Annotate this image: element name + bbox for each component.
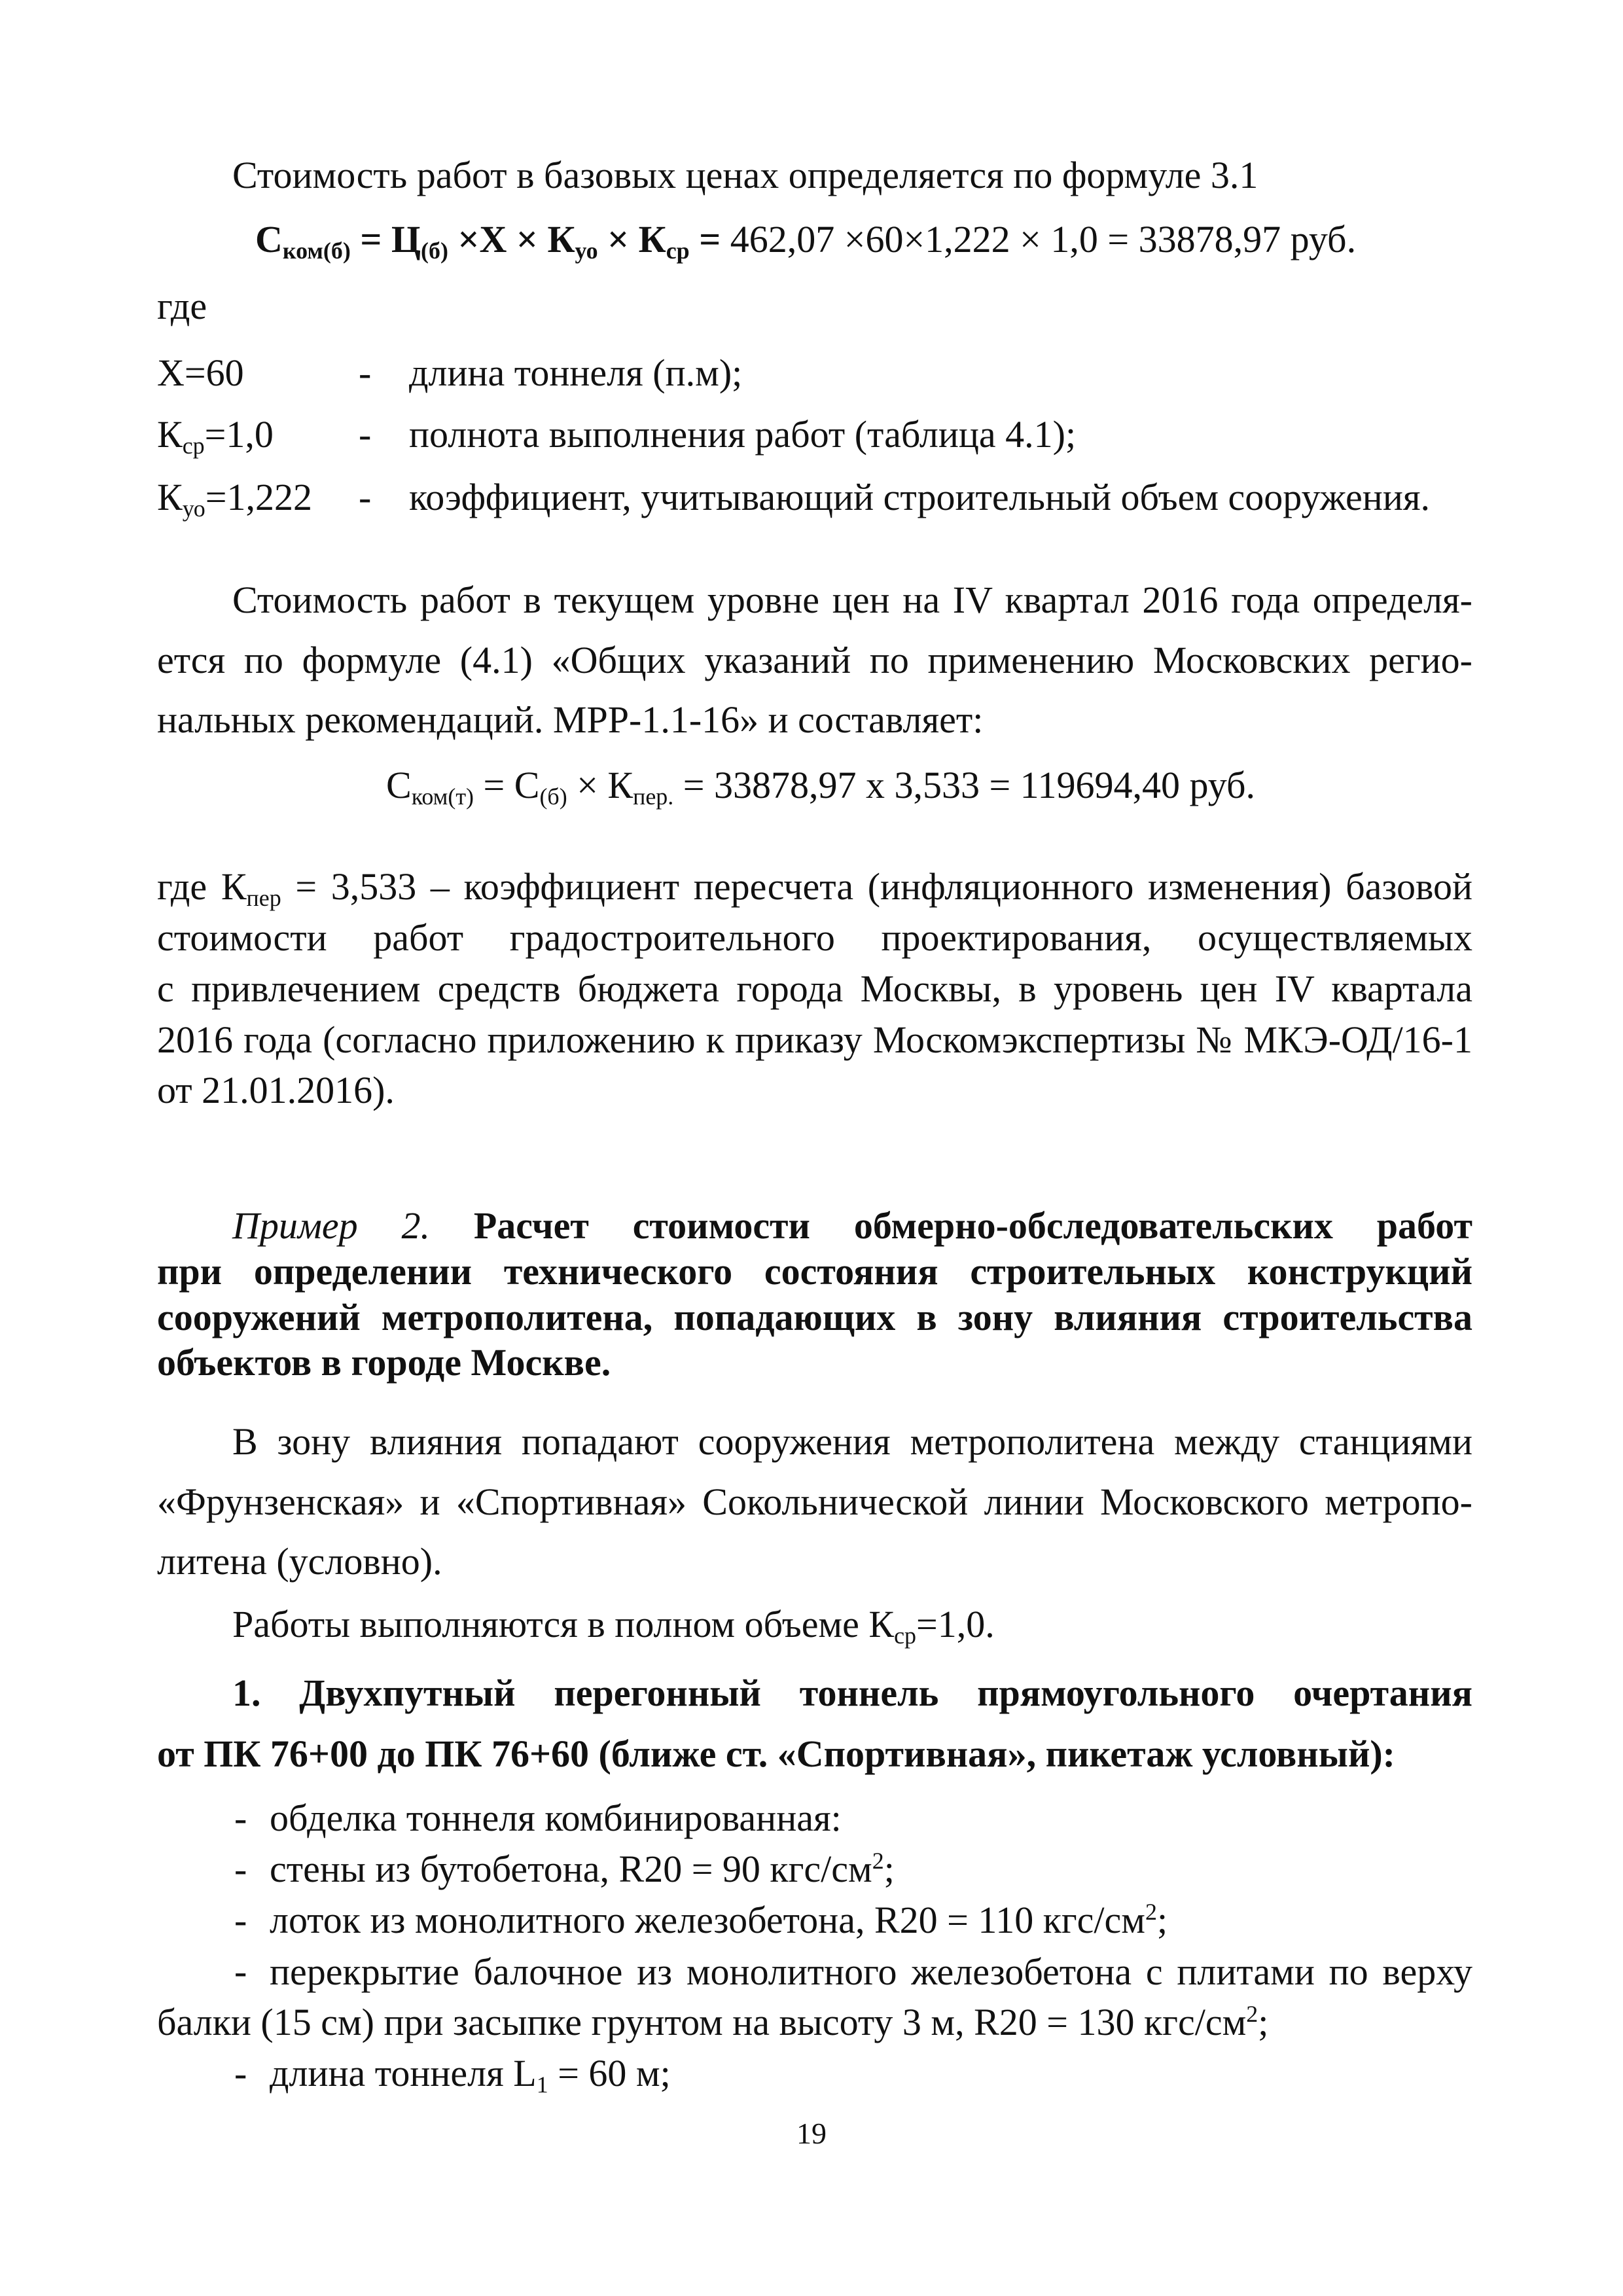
list-dash: - <box>234 1797 247 1839</box>
list-item <box>270 2050 671 2097</box>
definition-subscript: ср <box>182 433 205 459</box>
formula-operator: = <box>689 218 730 260</box>
section-heading-text: от ПК 76+00 до ПК 76+60 (ближе ст. «Спортивная», пикетаж условный): <box>157 1732 1395 1775</box>
definition-symbol: К <box>157 476 183 518</box>
formula-symbol: С <box>255 218 283 260</box>
formula-subscript: пер. <box>633 783 674 810</box>
definition-lhs <box>157 474 312 521</box>
example-heading-text: сооружений метрополитена, попадающих в зону влияния строительства <box>157 1296 1472 1338</box>
formula-operator: = <box>350 218 391 260</box>
formula-current-cost <box>386 762 1255 809</box>
section-heading-text: 1. Двухпутный перегонный тоннель прямоугольного очертания <box>232 1672 1472 1714</box>
paragraph-subscript: пер <box>246 885 281 912</box>
list-dash: - <box>234 2052 247 2094</box>
list-item <box>270 1897 1168 1944</box>
paragraph-text: Работы выполняются в полном объеме К <box>232 1603 895 1645</box>
paragraph-text: от 21.01.2016). <box>157 1069 395 1111</box>
example-heading-text: Расчет стоимости обмерно-обследовательских работ <box>473 1204 1472 1247</box>
list-item-text: ; <box>1156 1899 1168 1941</box>
paragraph-text: = 3,533 – коэффициент пересчета (инфляционного изменения) базовой <box>281 865 1473 908</box>
paragraph-line <box>157 914 1472 962</box>
formula-symbol: Ц <box>391 218 421 260</box>
list-dash: - <box>234 1899 247 1941</box>
list-item <box>270 1846 895 1893</box>
formula-operator: × К <box>567 764 633 806</box>
paragraph-text: литена (условно). <box>157 1540 442 1583</box>
formula-value: 462,07 ×60×1,222 × 1,0 = 33878,97 руб. <box>730 218 1357 260</box>
example-heading-line <box>157 1293 1472 1342</box>
list-item-superscript: 2 <box>1246 2001 1258 2028</box>
section-heading-line <box>232 1669 1472 1717</box>
example-heading-line <box>157 1247 1472 1296</box>
formula-symbol: К <box>547 218 575 260</box>
paragraph-line <box>157 1067 395 1114</box>
where-text: где <box>157 285 207 327</box>
formula-value: = 33878,97 х 3,533 = 119694,40 руб. <box>673 764 1256 806</box>
formula-subscript: уо <box>575 238 598 264</box>
paragraph-text: с привлечением средств бюджета города Москвы, в уровень цен IV квартала <box>157 967 1472 1010</box>
definition-lhs <box>157 350 244 397</box>
list-item <box>270 1948 1472 1996</box>
example-heading-line <box>157 1339 611 1386</box>
list-item-text: обделка тоннеля комбинированная: <box>270 1797 842 1839</box>
formula-subscript: (б) <box>539 783 567 810</box>
formula-operator: = С <box>474 764 540 806</box>
paragraph-line <box>232 576 1472 624</box>
section-heading-line <box>157 1731 1395 1778</box>
definition-dash: - <box>359 476 372 518</box>
list-item-text: длина тоннеля L <box>270 2052 537 2094</box>
list-item-continuation <box>157 1999 1268 2046</box>
intro-text: Стоимость работ в базовых ценах определяется по формуле 3.1 <box>232 154 1258 196</box>
definition-lhs <box>157 411 274 458</box>
paragraph-line <box>157 1538 442 1585</box>
paragraph-text: стоимости работ градостроительного проектирования, осуществляемых <box>157 916 1472 959</box>
list-item-text: балки (15 см) при засыпке грунтом на высоту 3 м, R20 = 130 кгс/см <box>157 2001 1247 2043</box>
definition-desc <box>409 474 1430 521</box>
definition-subscript: уо <box>182 495 205 522</box>
formula-subscript: ком(б) <box>282 238 351 264</box>
formula-symbol: С <box>386 764 412 806</box>
paragraph-text: где К <box>157 865 247 908</box>
list-item-text: = 60 м; <box>548 2052 671 2094</box>
paragraph-line <box>157 1016 1472 1064</box>
page-number: 19 <box>796 2117 827 2150</box>
where-label <box>157 283 207 330</box>
definition-value: =1,0 <box>204 413 274 456</box>
definition-text: полнота выполнения работ (таблица 4.1); <box>409 413 1077 456</box>
list-item-text: стены из бутобетона, R20 = 90 кгс/см <box>270 1848 872 1890</box>
paragraph-line <box>157 696 983 744</box>
paragraph-text: «Фрунзенская» и «Спортивная» Сокольнической линии Московского метропо- <box>157 1480 1472 1523</box>
paragraph-text: 2016 года (согласно приложению к приказу Москомэкспертизы № МКЭ-ОД/16-1 <box>157 1018 1472 1061</box>
list-item <box>270 1795 842 1842</box>
list-item-superscript: 2 <box>872 1848 884 1874</box>
definition-text: длина тоннеля (п.м); <box>409 351 743 394</box>
paragraph-line <box>157 965 1472 1013</box>
formula-base-cost <box>255 216 1356 263</box>
intro-line <box>232 152 1258 199</box>
list-item-text: перекрытие балочное из монолитного железобетона с плитами по верху <box>270 1950 1472 1993</box>
formula-subscript: (б) <box>421 238 448 264</box>
paragraph-line <box>232 1601 995 1648</box>
paragraph-text: В зону влияния попадают сооружения метрополитена между станциями <box>232 1420 1472 1463</box>
paragraph-line <box>232 1418 1472 1466</box>
example-heading-text: при определении технического состояния строительных конструкций <box>157 1250 1472 1293</box>
list-dash: - <box>234 1950 247 1992</box>
formula-operator: ×Х × <box>448 218 548 260</box>
example-heading-text: объектов в городе Москве. <box>157 1341 611 1384</box>
formula-subscript: ср <box>666 238 690 264</box>
definition-symbol: Х=60 <box>157 351 244 394</box>
list-dash: - <box>234 1848 247 1890</box>
list-item-text: ; <box>1258 2001 1269 2043</box>
definition-desc <box>409 350 742 397</box>
paragraph-text: =1,0. <box>916 1603 995 1645</box>
list-item-text: лоток из монолитного железобетона, R20 = 110 кгс/см <box>270 1899 1145 1941</box>
paragraph-line <box>157 1478 1472 1526</box>
definition-dash: - <box>359 413 372 456</box>
example-label: Пример 2. <box>232 1204 431 1247</box>
paragraph-line <box>157 636 1472 685</box>
definition-dash: - <box>359 351 372 394</box>
paragraph-text: Стоимость работ в текущем уровне цен на IV квартал 2016 года определя- <box>232 579 1472 621</box>
formula-symbol: К <box>638 218 666 260</box>
list-item-superscript: 2 <box>1145 1899 1157 1926</box>
list-item-text: ; <box>883 1848 895 1890</box>
list-item-subscript: 1 <box>536 2072 548 2098</box>
definition-value: =1,222 <box>205 476 312 518</box>
paragraph-text: ется по формуле (4.1) «Общих указаний по применению Московских регио- <box>157 639 1472 681</box>
example-heading-line <box>232 1202 1472 1250</box>
definition-desc <box>409 411 1076 458</box>
formula-operator: × <box>597 218 639 260</box>
paragraph-line <box>157 863 1472 911</box>
paragraph-text: нальных рекомендаций. МРР-1.1-16» и составляет: <box>157 698 984 741</box>
definition-text: коэффициент, учитывающий строительный объем сооружения. <box>409 476 1431 518</box>
formula-subscript: ком(т) <box>411 783 474 810</box>
definition-symbol: К <box>157 413 183 456</box>
paragraph-subscript: ср <box>894 1623 917 1649</box>
